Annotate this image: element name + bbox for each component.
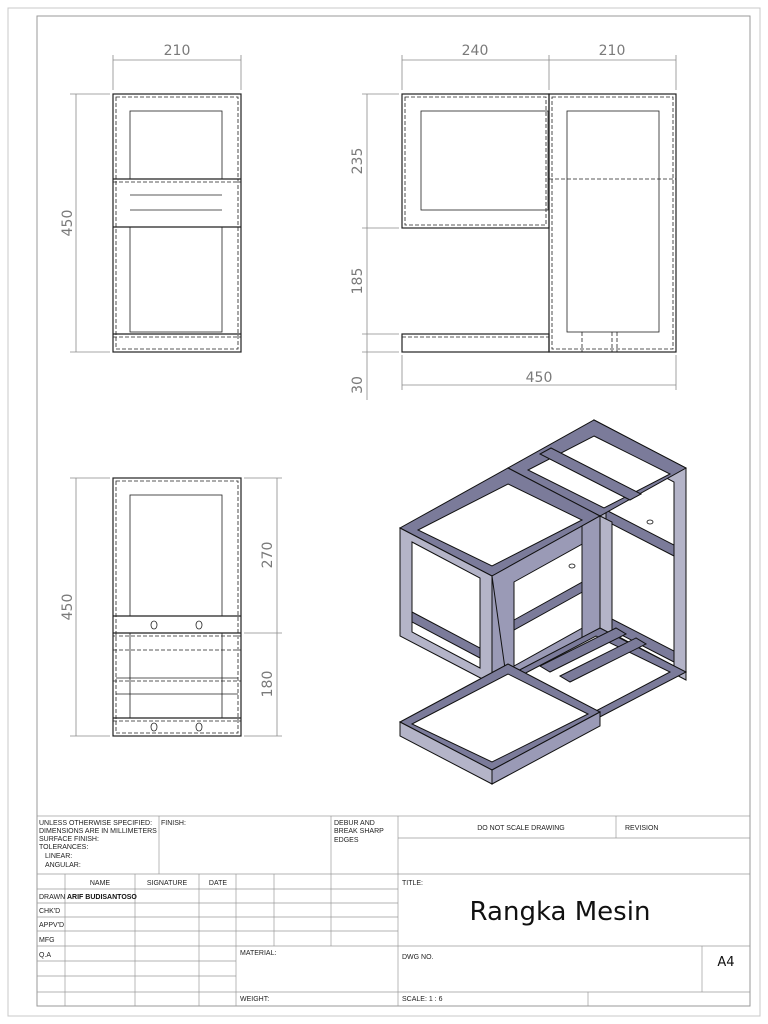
revision-label: REVISION xyxy=(625,825,659,832)
side-view xyxy=(60,478,282,736)
finish-label: FINISH: xyxy=(161,820,186,827)
title-label: TITLE: xyxy=(402,880,424,887)
scale-label: SCALE: 1 : 6 xyxy=(402,996,443,1003)
row-checked: CHK'D xyxy=(39,908,61,915)
note-line-5: LINEAR: xyxy=(45,853,73,860)
top-h-middle-dim: 185 xyxy=(350,267,366,295)
drawn-name: ARIF BUDISANTOSO xyxy=(67,894,137,901)
note-line-2: DIMENSIONS ARE IN MILLIMETERS xyxy=(39,828,157,835)
debur-line-3: EDGES xyxy=(334,837,359,844)
isometric-view xyxy=(400,420,686,784)
note-line-4: TOLERANCES: xyxy=(39,844,89,851)
front-view xyxy=(60,43,241,352)
dwg-no-label: DWG NO. xyxy=(402,954,434,961)
col-name: NAME xyxy=(89,880,111,887)
debur-line-2: BREAK SHARP xyxy=(334,828,384,835)
front-width-dim: 210 xyxy=(163,43,191,59)
drawing-title: Rangka Mesin xyxy=(469,897,651,927)
top-total-width-dim: 450 xyxy=(525,370,553,386)
side-h-upper-dim: 270 xyxy=(260,541,276,569)
top-view xyxy=(350,43,676,400)
material-label: MATERIAL: xyxy=(240,950,277,957)
front-height-dim: 450 xyxy=(60,209,76,237)
side-h-lower-dim: 180 xyxy=(260,670,276,698)
top-h-upper-dim: 235 xyxy=(350,147,366,175)
note-line-3: SURFACE FINISH: xyxy=(39,836,99,843)
debur-line-1: DEBUR AND xyxy=(334,820,375,827)
note-line-6: ANGULAR: xyxy=(45,862,81,869)
row-drawn: DRAWN xyxy=(39,894,66,901)
top-width-right-dim: 210 xyxy=(598,43,626,59)
row-mfg: MFG xyxy=(39,937,55,944)
do-not-scale-label: DO NOT SCALE DRAWING xyxy=(477,825,565,832)
top-h-base-dim: 30 xyxy=(350,376,366,394)
title-block xyxy=(37,816,750,1006)
col-date: DATE xyxy=(208,880,228,887)
sheet-size: A4 xyxy=(717,955,735,970)
row-approved: APPV'D xyxy=(39,922,65,929)
col-signature: SIGNATURE xyxy=(146,880,188,887)
side-height-dim: 450 xyxy=(60,593,76,621)
weight-label: WEIGHT: xyxy=(240,996,270,1003)
top-width-left-dim: 240 xyxy=(461,43,489,59)
note-line-1: UNLESS OTHERWISE SPECIFIED: xyxy=(39,820,153,827)
row-qa: Q.A xyxy=(39,952,52,959)
